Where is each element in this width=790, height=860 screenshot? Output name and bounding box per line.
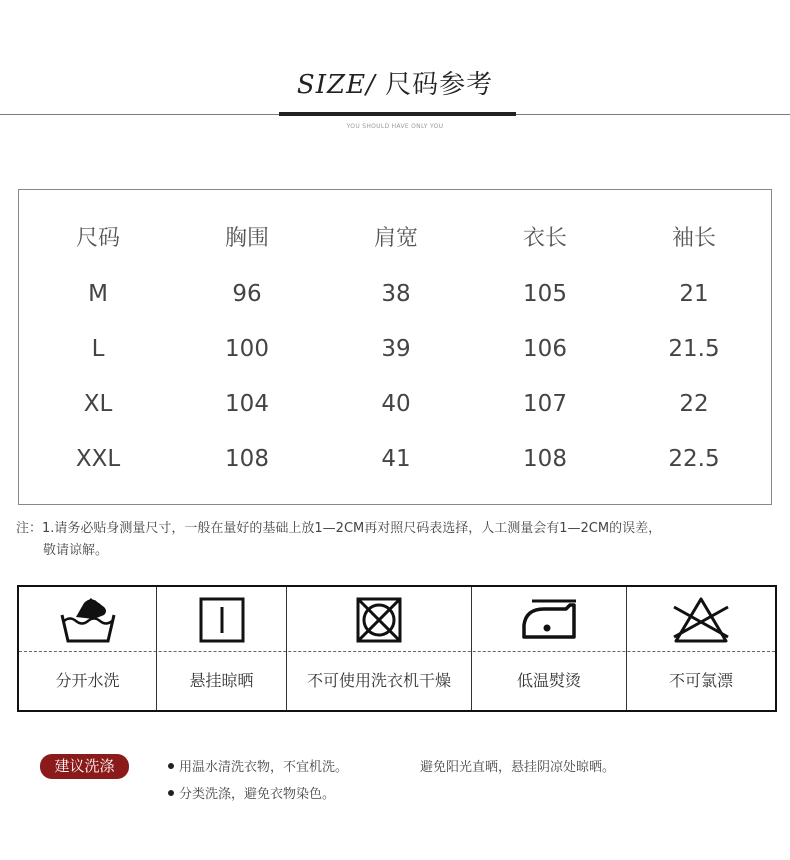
column-header: 肩宽 <box>373 226 418 251</box>
column-header: 尺码 <box>75 226 120 251</box>
care-item <box>472 587 626 710</box>
table-row <box>19 274 773 314</box>
care-label: 不可使用洗衣机干燥 <box>306 671 451 690</box>
care-item <box>19 587 156 710</box>
table-cell: 107 <box>523 391 567 417</box>
table-cell: XXL <box>75 446 121 472</box>
table-cell: XL <box>83 391 113 417</box>
table-cell: 38 <box>381 281 411 307</box>
bullet-icon <box>168 790 174 796</box>
table-cell: 22 <box>679 391 709 417</box>
wash-tip: 用温水清洗衣物，不宜机洗。 <box>168 756 348 775</box>
care-instructions-table <box>17 585 777 712</box>
care-item <box>157 587 286 710</box>
table-cell: 104 <box>225 391 269 417</box>
care-item <box>627 587 775 710</box>
table-row <box>19 329 773 369</box>
column-header: 袖长 <box>671 226 716 251</box>
size-table <box>18 189 772 505</box>
care-label: 不可氯漂 <box>668 671 733 690</box>
wash-tip: 分类洗涤，避免衣物染色。 <box>168 783 335 802</box>
low-iron-icon <box>518 595 580 645</box>
bullet-icon <box>168 763 174 769</box>
table-row <box>19 384 773 424</box>
care-label: 分开水洗 <box>55 671 120 690</box>
table-cell: 108 <box>225 446 269 472</box>
wash-tip: 避免阳光直晒，悬挂阴凉处晾晒。 <box>420 760 616 775</box>
table-cell: M <box>88 281 108 307</box>
hang-dry-icon <box>197 595 247 645</box>
table-cell: 100 <box>225 336 269 362</box>
title-en: SIZE/ <box>296 70 376 100</box>
table-cell: 105 <box>523 281 567 307</box>
table-cell: L <box>91 336 105 362</box>
no-bleach-icon <box>670 595 732 645</box>
column-header: 胸围 <box>224 226 269 251</box>
table-cell: 21 <box>679 281 709 307</box>
care-label: 悬挂晾晒 <box>189 671 254 690</box>
wash-advice-badge: 建议洗涤 <box>40 754 129 779</box>
table-cell: 40 <box>381 391 411 417</box>
table-cell: 106 <box>523 336 567 362</box>
table-cell: 41 <box>381 446 411 472</box>
column-header: 衣长 <box>522 226 567 251</box>
table-row <box>19 439 773 479</box>
hand-wash-icon <box>56 595 120 649</box>
measurement-note <box>16 518 661 562</box>
care-item <box>287 587 471 710</box>
table-cell: 96 <box>232 281 262 307</box>
page-title <box>0 64 790 101</box>
size-table-header <box>19 219 773 259</box>
table-cell: 108 <box>523 446 567 472</box>
note-line-1: 注：1.请务必贴身测量尺寸，一般在量好的基础上放1—2CM再对照尺码表选择，人工测量会有1—2CM的误差， <box>16 521 662 536</box>
no-tumble-dry-icon <box>354 595 404 645</box>
title-cn: 尺码参考 <box>375 70 494 100</box>
subtitle: YOU SHOULD HAVE ONLY YOU <box>346 123 444 130</box>
note-line-2: 敬请谅解。 <box>43 543 109 558</box>
table-cell: 21.5 <box>668 336 720 362</box>
table-cell: 39 <box>381 336 411 362</box>
care-label: 低温熨烫 <box>516 671 581 690</box>
header-accent-bar <box>279 112 516 116</box>
table-cell: 22.5 <box>668 446 720 472</box>
